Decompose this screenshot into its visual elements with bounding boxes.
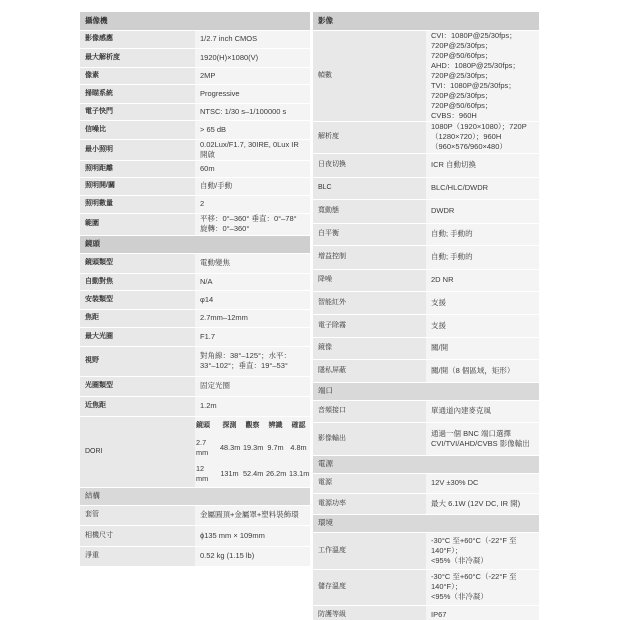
spec-row <box>313 223 539 245</box>
spec-row <box>313 473 539 493</box>
spec-value: 2D NR <box>426 269 539 291</box>
spec-key: 白平衡 <box>313 223 426 245</box>
section-header <box>80 487 310 505</box>
spec-value: 1/2.7 inch CMOS <box>195 30 310 48</box>
spec-key: 寬動態 <box>313 199 426 223</box>
spec-row <box>80 67 310 84</box>
spec-value: 固定光圈 <box>195 376 310 396</box>
dori-cell: 13.1m <box>287 461 310 487</box>
left-spec-column <box>80 12 310 567</box>
dori-table <box>195 417 310 487</box>
spec-key: 套管 <box>80 505 195 525</box>
spec-row <box>313 291 539 314</box>
spec-row <box>80 309 310 327</box>
spec-value: 支援 <box>426 291 539 314</box>
spec-value: 對角線：38°–125°；水平：33°–102°；垂直：19°–53° <box>195 346 310 376</box>
spec-key: 照明開/關 <box>80 177 195 195</box>
spec-key: 信噪比 <box>80 120 195 139</box>
dori-row <box>80 416 310 487</box>
spec-row <box>80 253 310 273</box>
spec-value: 最大 6.1W (12V DC, IR 開) <box>426 493 539 514</box>
spec-row <box>313 245 539 269</box>
spec-value: 自動/手動 <box>195 177 310 195</box>
spec-value: > 65 dB <box>195 120 310 139</box>
spec-value: 電動變焦 <box>195 253 310 273</box>
spec-key: BLC <box>313 177 426 199</box>
spec-key: 儲存溫度 <box>313 569 426 605</box>
dori-cell: 48.3m <box>218 435 241 461</box>
spec-value: 支援 <box>426 314 539 337</box>
spec-value: Progressive <box>195 84 310 103</box>
spec-key: 電源 <box>313 473 426 493</box>
spec-row <box>80 213 310 235</box>
dori-label: DORI <box>80 416 195 487</box>
spec-value: 2 <box>195 195 310 213</box>
spec-key: 掃瞄系統 <box>80 84 195 103</box>
spec-key: 影像輸出 <box>313 422 426 455</box>
spec-value: 單通道內建麥克風 <box>426 400 539 422</box>
spec-row <box>313 493 539 514</box>
spec-key: 電子除霧 <box>313 314 426 337</box>
spec-row <box>80 346 310 376</box>
spec-key: 幀數 <box>313 30 426 121</box>
spec-row <box>80 290 310 309</box>
spec-key: 降噪 <box>313 269 426 291</box>
spec-row <box>313 153 539 177</box>
spec-row <box>80 177 310 195</box>
spec-key: 淨重 <box>80 546 195 566</box>
spec-key: 智能紅外 <box>313 291 426 314</box>
section-title: 結構 <box>80 487 310 505</box>
right-spec-column <box>313 12 539 620</box>
section-header <box>80 12 310 30</box>
spec-value: N/A <box>195 273 310 290</box>
spec-value: 關/開 <box>426 337 539 359</box>
spec-value: DWDR <box>426 199 539 223</box>
spec-row <box>313 314 539 337</box>
spec-key: 日夜切換 <box>313 153 426 177</box>
dori-header: 確認 <box>287 417 310 435</box>
section-header <box>313 455 539 473</box>
spec-row <box>80 103 310 120</box>
left-spec-table <box>80 12 310 567</box>
spec-value: φ14 <box>195 290 310 309</box>
spec-key: 相機尺寸 <box>80 525 195 546</box>
spec-value: 1080P（1920×1080）；720P（1280×720）；960H（960×576/960×480） <box>426 121 539 153</box>
spec-value: 自動; 手動的 <box>426 245 539 269</box>
spec-row <box>80 84 310 103</box>
dori-header: 辨識 <box>264 417 287 435</box>
spec-key: 光圈類型 <box>80 376 195 396</box>
spec-value: IP67 <box>426 605 539 620</box>
section-header <box>313 514 539 532</box>
dori-cell: 131m <box>218 461 241 487</box>
spec-value: 0.02Lux/F1.7, 30IRE, 0Lux IR 開啟 <box>195 139 310 160</box>
section-header <box>80 235 310 253</box>
spec-row <box>313 569 539 605</box>
spec-row <box>313 400 539 422</box>
section-title: 端口 <box>313 382 539 400</box>
spec-key: 防護等級 <box>313 605 426 620</box>
spec-value: 60m <box>195 160 310 177</box>
spec-key: 電子快門 <box>80 103 195 120</box>
spec-value: 2.7mm–12mm <box>195 309 310 327</box>
section-header <box>313 382 539 400</box>
spec-row <box>313 359 539 382</box>
spec-value: 通過一個 BNC 端口選擇 CVI/TVI/AHD/CVBS 影像輸出 <box>426 422 539 455</box>
spec-value: 2MP <box>195 67 310 84</box>
spec-value: 1.2m <box>195 396 310 416</box>
spec-key: 電源功率 <box>313 493 426 514</box>
dori-header: 探測 <box>218 417 241 435</box>
dori-cell: 9.7m <box>264 435 287 461</box>
spec-row <box>80 327 310 346</box>
spec-value: 關/開（8 個區域，矩形） <box>426 359 539 382</box>
section-title: 環境 <box>313 514 539 532</box>
spec-row <box>80 273 310 290</box>
spec-value: ϕ135 mm × 109mm <box>195 525 310 546</box>
spec-value: BLC/HLC/DWDR <box>426 177 539 199</box>
spec-value: NTSC: 1/30 s–1/100000 s <box>195 103 310 120</box>
spec-row <box>313 532 539 569</box>
spec-key: 鏡頭類型 <box>80 253 195 273</box>
spec-value: 自動; 手動的 <box>426 223 539 245</box>
spec-key: 鏡像 <box>313 337 426 359</box>
spec-row <box>313 177 539 199</box>
dori-cell: 19.3m <box>241 435 264 461</box>
spec-key: 自動對焦 <box>80 273 195 290</box>
spec-value: 金屬圓頂+金屬罩+塑料裝飾環 <box>195 505 310 525</box>
spec-key: 照明距離 <box>80 160 195 177</box>
spec-key: 影像感應 <box>80 30 195 48</box>
dori-header: 鏡頭 <box>195 417 218 435</box>
spec-key: 安裝類型 <box>80 290 195 309</box>
spec-row <box>80 396 310 416</box>
spec-value: ICR 自動切換 <box>426 153 539 177</box>
spec-row <box>80 525 310 546</box>
spec-key: 最小照明 <box>80 139 195 160</box>
dori-cell: 26.2m <box>264 461 287 487</box>
spec-row <box>313 30 539 121</box>
spec-key: 增益控制 <box>313 245 426 269</box>
spec-key: 最大解析度 <box>80 48 195 67</box>
spec-value: 12V ±30% DC <box>426 473 539 493</box>
spec-value: CVI：1080P@25/30fps；720P@25/30fps；720P@50/60fps； AHD：1080P@25/30fps；720P@25/30fps； TVI：1080P@25/30fps；720P@25/30fps；720P@50/60fps； CVBS：960H <box>426 30 539 121</box>
section-title: 攝像機 <box>80 12 310 30</box>
dori-cell: 4.8m <box>287 435 310 461</box>
spec-row <box>80 546 310 566</box>
spec-row <box>80 48 310 67</box>
spec-key: 焦距 <box>80 309 195 327</box>
section-title: 鏡頭 <box>80 235 310 253</box>
spec-key: 解析度 <box>313 121 426 153</box>
spec-value: 平移：0°–360° 垂直：0°–78° 旋轉：0°–360° <box>195 213 310 235</box>
spec-key: 最大光圈 <box>80 327 195 346</box>
section-title: 電源 <box>313 455 539 473</box>
dori-data-row <box>195 435 310 461</box>
spec-row <box>80 120 310 139</box>
dori-data-row <box>195 461 310 487</box>
spec-value: 1920(H)×1080(V) <box>195 48 310 67</box>
section-title: 影像 <box>313 12 539 30</box>
spec-row <box>313 269 539 291</box>
spec-row <box>313 337 539 359</box>
spec-value: -30°C 至+60°C（-22°F 至 140°F）； <95%（非冷凝） <box>426 569 539 605</box>
spec-key: 視野 <box>80 346 195 376</box>
spec-row <box>80 505 310 525</box>
spec-key: 近焦距 <box>80 396 195 416</box>
spec-key: 範圍 <box>80 213 195 235</box>
spec-key: 工作溫度 <box>313 532 426 569</box>
dori-cell: 52.4m <box>241 461 264 487</box>
spec-row <box>313 199 539 223</box>
spec-key: 隱私屏蔽 <box>313 359 426 382</box>
spec-row <box>80 376 310 396</box>
dori-cell: 2.7 mm <box>195 435 218 461</box>
section-header <box>313 12 539 30</box>
spec-row <box>80 160 310 177</box>
dori-header: 觀察 <box>241 417 264 435</box>
spec-value: -30°C 至+60°C（-22°F 至 140°F）； <95%（非冷凝） <box>426 532 539 569</box>
spec-row <box>313 121 539 153</box>
spec-row <box>80 30 310 48</box>
spec-value: F1.7 <box>195 327 310 346</box>
spec-row <box>80 139 310 160</box>
spec-key: 照明數量 <box>80 195 195 213</box>
spec-key: 音頻接口 <box>313 400 426 422</box>
spec-value: 0.52 kg (1.15 lb) <box>195 546 310 566</box>
spec-row <box>80 195 310 213</box>
dori-cell: 12 mm <box>195 461 218 487</box>
spec-key: 像素 <box>80 67 195 84</box>
spec-row <box>313 605 539 620</box>
spec-row <box>313 422 539 455</box>
right-spec-table <box>313 12 539 620</box>
